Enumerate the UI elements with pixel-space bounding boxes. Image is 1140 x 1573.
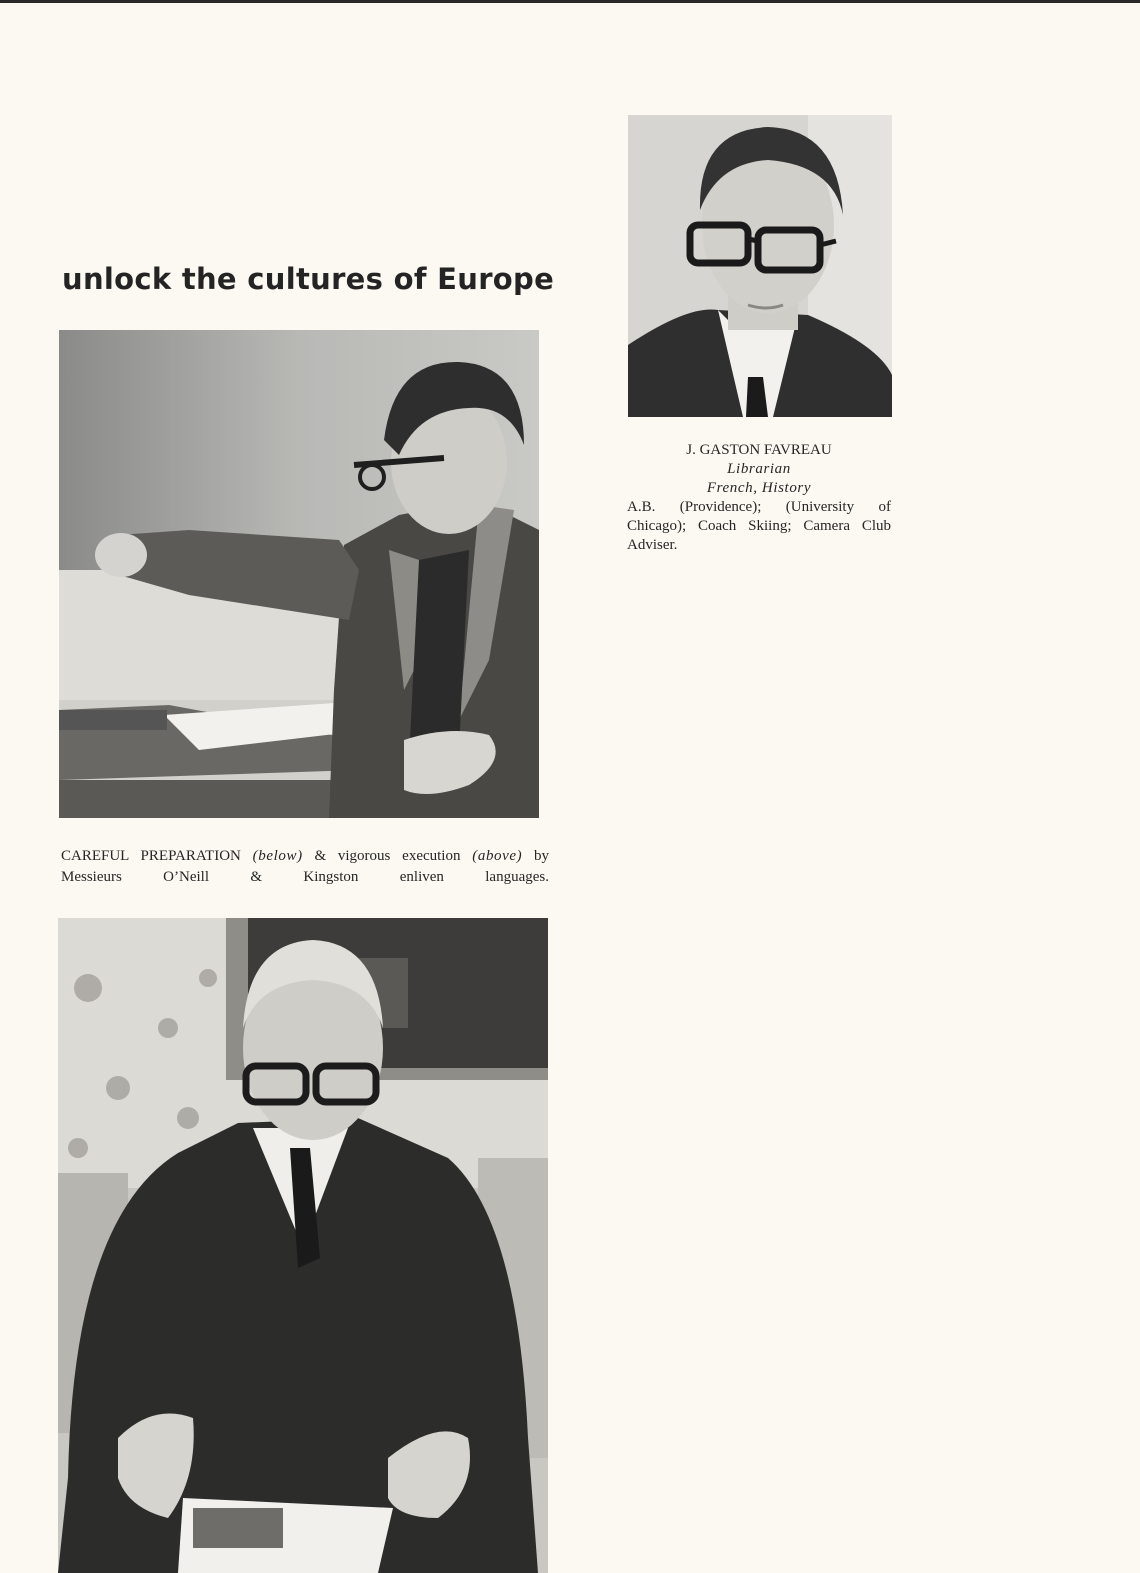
teacher-reading-photo bbox=[58, 918, 548, 1573]
faculty-title: Librarian bbox=[727, 461, 791, 477]
top-rule bbox=[0, 0, 1140, 3]
page-headline: unlock the cultures of Europe bbox=[62, 262, 555, 296]
favreau-portrait-photo bbox=[628, 115, 892, 417]
faculty-name: J. GASTON FAVREAU bbox=[686, 442, 832, 458]
caption-part-1: CAREFUL PREPARATION bbox=[61, 848, 241, 864]
teacher-at-blackboard-photo bbox=[59, 330, 539, 818]
caption-part-4: (above) bbox=[472, 848, 523, 864]
caption-part-3: & vigorous execution bbox=[314, 848, 461, 864]
faculty-subjects: French, History bbox=[706, 480, 812, 496]
photo-caption bbox=[61, 846, 549, 888]
caption-part-5: by Messieurs O’Neill & Kingston enliven languages. bbox=[61, 848, 550, 885]
caption-part-2: (below) bbox=[252, 848, 303, 864]
faculty-details: A.B. (Providence); (University of Chicago); Coach Skiing; Camera Club Adviser. bbox=[627, 499, 891, 553]
faculty-bio bbox=[627, 441, 891, 555]
